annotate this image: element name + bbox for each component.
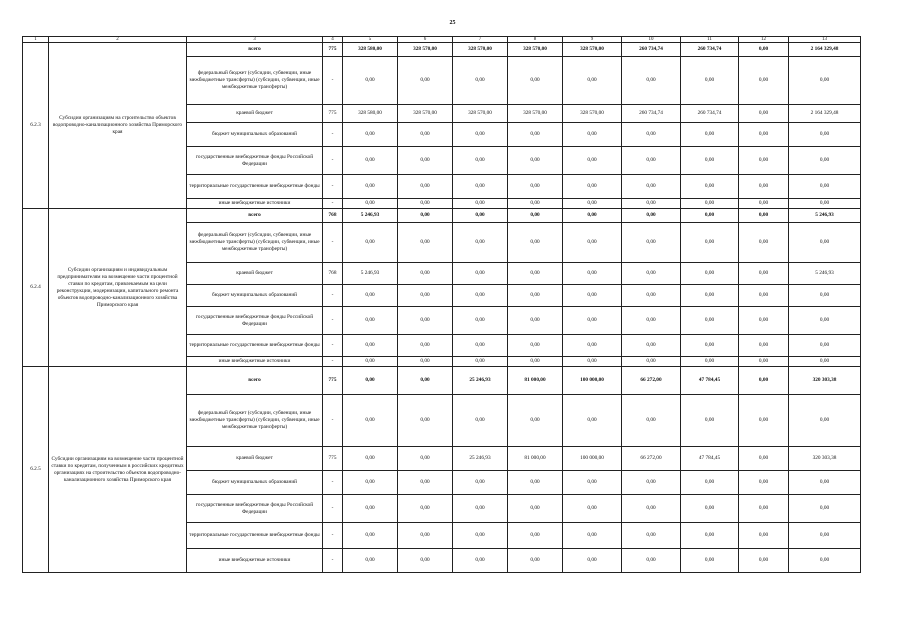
year-value: 81 000,00 bbox=[508, 447, 563, 471]
year-value: 0,00 bbox=[739, 447, 789, 471]
grbs-code: - bbox=[323, 285, 343, 307]
year-value: 0,00 bbox=[563, 549, 622, 573]
grbs-code: - bbox=[323, 471, 343, 495]
grbs-code: 775 bbox=[323, 447, 343, 471]
funding-table bbox=[22, 36, 861, 573]
funding-source: всего bbox=[187, 43, 323, 57]
year-value: 0,00 bbox=[453, 263, 508, 285]
year-value: 0,00 bbox=[453, 199, 508, 209]
year-value: 0,00 bbox=[681, 395, 739, 447]
year-value: 0,00 bbox=[508, 395, 563, 447]
year-value: 0,00 bbox=[453, 57, 508, 105]
year-value: 0,00 bbox=[681, 175, 739, 199]
funding-source: федеральный бюджет (субсидии, субвенции, иные межбюджетные трансферты) (субсидии, субвенции, иные межбюджетные трансферты) bbox=[187, 57, 323, 105]
year-value: 0,00 bbox=[508, 223, 563, 263]
funding-source: иные внебюджетные источники bbox=[187, 549, 323, 573]
year-value: 0,00 bbox=[681, 223, 739, 263]
year-value: 0,00 bbox=[563, 223, 622, 263]
year-value: 5 246,93 bbox=[343, 209, 398, 223]
year-value: 0,00 bbox=[739, 307, 789, 335]
total-value: 320 303,38 bbox=[789, 367, 861, 395]
year-value: 0,00 bbox=[508, 523, 563, 549]
total-value: 0,00 bbox=[789, 523, 861, 549]
year-value: 0,00 bbox=[453, 495, 508, 523]
year-value: 0,00 bbox=[563, 199, 622, 209]
year-value: 0,00 bbox=[453, 307, 508, 335]
funding-source: бюджет муниципальных образований bbox=[187, 471, 323, 495]
column-number: 5 bbox=[343, 37, 398, 43]
year-value: 47 784,45 bbox=[681, 447, 739, 471]
total-value: 0,00 bbox=[789, 175, 861, 199]
total-value: 0,00 bbox=[789, 471, 861, 495]
year-value: 0,00 bbox=[398, 471, 453, 495]
year-value: 0,00 bbox=[622, 471, 681, 495]
year-value: 0,00 bbox=[453, 123, 508, 147]
year-value: 0,00 bbox=[343, 549, 398, 573]
year-value: 0,00 bbox=[508, 307, 563, 335]
year-value: 328 570,00 bbox=[398, 105, 453, 123]
year-value: 0,00 bbox=[343, 523, 398, 549]
funding-source: всего bbox=[187, 367, 323, 395]
year-value: 0,00 bbox=[622, 523, 681, 549]
year-value: 0,00 bbox=[343, 57, 398, 105]
year-value: 0,00 bbox=[398, 57, 453, 105]
total-value: 0,00 bbox=[789, 357, 861, 367]
year-value: 328 570,00 bbox=[563, 105, 622, 123]
grbs-code: - bbox=[323, 307, 343, 335]
funding-source: краевой бюджет bbox=[187, 447, 323, 471]
grbs-code: - bbox=[323, 175, 343, 199]
total-value: 0,00 bbox=[789, 549, 861, 573]
year-value: 0,00 bbox=[343, 307, 398, 335]
total-value: 0,00 bbox=[789, 223, 861, 263]
column-number: 13 bbox=[789, 37, 861, 43]
year-value: 0,00 bbox=[739, 57, 789, 105]
funding-source: иные внебюджетные источники bbox=[187, 357, 323, 367]
total-value: 0,00 bbox=[789, 335, 861, 357]
grbs-code: - bbox=[323, 357, 343, 367]
year-value: 0,00 bbox=[453, 285, 508, 307]
year-value: 0,00 bbox=[453, 335, 508, 357]
year-value: 0,00 bbox=[622, 307, 681, 335]
year-value: 0,00 bbox=[739, 335, 789, 357]
year-value: 0,00 bbox=[739, 395, 789, 447]
column-number: 10 bbox=[622, 37, 681, 43]
year-value: 0,00 bbox=[508, 147, 563, 175]
year-value: 0,00 bbox=[739, 471, 789, 495]
year-value: 0,00 bbox=[398, 263, 453, 285]
year-value: 0,00 bbox=[563, 471, 622, 495]
grbs-code: - bbox=[323, 549, 343, 573]
year-value: 0,00 bbox=[681, 523, 739, 549]
table-row bbox=[23, 367, 861, 395]
year-value: 328 570,00 bbox=[508, 105, 563, 123]
column-number: 6 bbox=[398, 37, 453, 43]
year-value: 0,00 bbox=[739, 263, 789, 285]
year-value: 0,00 bbox=[398, 307, 453, 335]
year-value: 0,00 bbox=[343, 367, 398, 395]
year-value: 0,00 bbox=[398, 495, 453, 523]
year-value: 0,00 bbox=[508, 357, 563, 367]
grbs-code: 775 bbox=[323, 367, 343, 395]
year-value: 0,00 bbox=[453, 395, 508, 447]
year-value: 0,00 bbox=[681, 263, 739, 285]
funding-source: всего bbox=[187, 209, 323, 223]
year-value: 0,00 bbox=[343, 147, 398, 175]
column-number: 2 bbox=[49, 37, 187, 43]
year-value: 0,00 bbox=[398, 335, 453, 357]
year-value: 328 570,00 bbox=[563, 43, 622, 57]
year-value: 0,00 bbox=[563, 335, 622, 357]
year-value: 0,00 bbox=[681, 495, 739, 523]
year-value: 328 570,00 bbox=[453, 105, 508, 123]
year-value: 0,00 bbox=[453, 175, 508, 199]
year-value: 0,00 bbox=[622, 175, 681, 199]
column-number: 4 bbox=[323, 37, 343, 43]
year-value: 0,00 bbox=[343, 495, 398, 523]
total-value: 0,00 bbox=[789, 495, 861, 523]
year-value: 0,00 bbox=[508, 335, 563, 357]
funding-source: федеральный бюджет (субсидии, субвенции, иные межбюджетные трансферты) (субсидии, субвенции, иные межбюджетные трансферты) bbox=[187, 223, 323, 263]
year-value: 260 734,74 bbox=[681, 43, 739, 57]
year-value: 0,00 bbox=[739, 175, 789, 199]
measure-code: 6.2.3 bbox=[23, 43, 49, 209]
table-row bbox=[23, 43, 861, 57]
funding-source: краевой бюджет bbox=[187, 105, 323, 123]
total-value: 0,00 bbox=[789, 199, 861, 209]
year-value: 0,00 bbox=[343, 471, 398, 495]
year-value: 0,00 bbox=[508, 471, 563, 495]
column-number: 3 bbox=[187, 37, 323, 43]
year-value: 0,00 bbox=[508, 199, 563, 209]
year-value: 0,00 bbox=[508, 263, 563, 285]
year-value: 0,00 bbox=[739, 43, 789, 57]
year-value: 0,00 bbox=[343, 223, 398, 263]
year-value: 260 734,74 bbox=[622, 105, 681, 123]
grbs-code: 775 bbox=[323, 43, 343, 57]
funding-source: бюджет муниципальных образований bbox=[187, 285, 323, 307]
year-value: 0,00 bbox=[398, 549, 453, 573]
year-value: 0,00 bbox=[398, 147, 453, 175]
funding-source: иные внебюджетные источники bbox=[187, 199, 323, 209]
year-value: 328 570,00 bbox=[453, 43, 508, 57]
year-value: 0,00 bbox=[508, 123, 563, 147]
total-value: 2 164 329,48 bbox=[789, 43, 861, 57]
total-value: 320 303,38 bbox=[789, 447, 861, 471]
year-value: 0,00 bbox=[622, 357, 681, 367]
total-value: 0,00 bbox=[789, 395, 861, 447]
total-value: 0,00 bbox=[789, 307, 861, 335]
year-value: 0,00 bbox=[681, 209, 739, 223]
year-value: 0,00 bbox=[739, 523, 789, 549]
year-value: 0,00 bbox=[681, 357, 739, 367]
grbs-code: - bbox=[323, 147, 343, 175]
year-value: 0,00 bbox=[739, 223, 789, 263]
year-value: 0,00 bbox=[453, 147, 508, 175]
year-value: 0,00 bbox=[398, 523, 453, 549]
year-value: 100 000,00 bbox=[563, 367, 622, 395]
year-value: 0,00 bbox=[681, 307, 739, 335]
year-value: 0,00 bbox=[622, 285, 681, 307]
year-value: 66 272,00 bbox=[622, 447, 681, 471]
year-value: 0,00 bbox=[681, 335, 739, 357]
year-value: 0,00 bbox=[343, 335, 398, 357]
year-value: 0,00 bbox=[622, 549, 681, 573]
year-value: 0,00 bbox=[563, 395, 622, 447]
table-body bbox=[23, 37, 861, 573]
year-value: 0,00 bbox=[739, 105, 789, 123]
year-value: 0,00 bbox=[622, 209, 681, 223]
year-value: 0,00 bbox=[343, 175, 398, 199]
year-value: 0,00 bbox=[398, 199, 453, 209]
year-value: 0,00 bbox=[681, 199, 739, 209]
year-value: 0,00 bbox=[398, 123, 453, 147]
year-value: 0,00 bbox=[739, 147, 789, 175]
total-value: 5 246,93 bbox=[789, 263, 861, 285]
year-value: 260 734,74 bbox=[681, 105, 739, 123]
measure-code: 6.2.4 bbox=[23, 209, 49, 367]
total-value: 0,00 bbox=[789, 285, 861, 307]
grbs-code: 775 bbox=[323, 105, 343, 123]
year-value: 0,00 bbox=[343, 395, 398, 447]
year-value: 0,00 bbox=[622, 335, 681, 357]
year-value: 0,00 bbox=[398, 357, 453, 367]
year-value: 0,00 bbox=[398, 285, 453, 307]
measure-code: 6.2.5 bbox=[23, 367, 49, 573]
measure-name: Субсидии организациям на строительство объектов водопроводно-канализационного хозяйства Приморского края bbox=[49, 43, 187, 209]
grbs-code: - bbox=[323, 495, 343, 523]
funding-source: бюджет муниципальных образований bbox=[187, 123, 323, 147]
year-value: 0,00 bbox=[622, 223, 681, 263]
year-value: 0,00 bbox=[563, 123, 622, 147]
year-value: 0,00 bbox=[563, 523, 622, 549]
funding-source: государственные внебюджетные фонды Российской Федерации bbox=[187, 307, 323, 335]
year-value: 0,00 bbox=[739, 367, 789, 395]
year-value: 0,00 bbox=[681, 147, 739, 175]
year-value: 0,00 bbox=[739, 495, 789, 523]
year-value: 0,00 bbox=[622, 263, 681, 285]
year-value: 0,00 bbox=[563, 147, 622, 175]
year-value: 328 570,00 bbox=[398, 43, 453, 57]
year-value: 328 580,00 bbox=[343, 43, 398, 57]
year-value: 0,00 bbox=[453, 223, 508, 263]
grbs-code: - bbox=[323, 57, 343, 105]
year-value: 0,00 bbox=[622, 395, 681, 447]
year-value: 0,00 bbox=[343, 123, 398, 147]
year-value: 0,00 bbox=[508, 495, 563, 523]
year-value: 0,00 bbox=[681, 57, 739, 105]
year-value: 328 570,00 bbox=[508, 43, 563, 57]
column-number: 1 bbox=[23, 37, 49, 43]
year-value: 47 784,45 bbox=[681, 367, 739, 395]
year-value: 0,00 bbox=[563, 285, 622, 307]
grbs-code: - bbox=[323, 223, 343, 263]
grbs-code: - bbox=[323, 335, 343, 357]
year-value: 0,00 bbox=[622, 147, 681, 175]
funding-source: территориальные государственные внебюджетные фонды bbox=[187, 175, 323, 199]
funding-source: территориальные государственные внебюджетные фонды bbox=[187, 335, 323, 357]
year-value: 0,00 bbox=[508, 549, 563, 573]
year-value: 66 272,00 bbox=[622, 367, 681, 395]
column-number: 7 bbox=[453, 37, 508, 43]
year-value: 81 000,00 bbox=[508, 367, 563, 395]
year-value: 0,00 bbox=[453, 209, 508, 223]
year-value: 0,00 bbox=[681, 285, 739, 307]
year-value: 0,00 bbox=[622, 495, 681, 523]
year-value: 0,00 bbox=[398, 367, 453, 395]
year-value: 5 246,93 bbox=[343, 263, 398, 285]
year-value: 0,00 bbox=[453, 357, 508, 367]
total-value: 0,00 bbox=[789, 147, 861, 175]
measure-name: Субсидии организациям и индивидуальным предпринимателям на возмещение части процентной ставки по кредитам, привлекаемым на цели реконструкции, модернизации, капитального ремонта объектов водопроводно-канализационного хозяйства Приморского края bbox=[49, 209, 187, 367]
year-value: 0,00 bbox=[508, 285, 563, 307]
total-value: 5 246,93 bbox=[789, 209, 861, 223]
measure-name: Субсидии организациям на возмещение части процентной ставки по кредитам, полученным в российских кредитных организациях на строительство объектов водопроводно-канализационного хозяйства Приморского края bbox=[49, 367, 187, 573]
year-value: 0,00 bbox=[563, 307, 622, 335]
page-number: 25 bbox=[449, 20, 456, 26]
year-value: 0,00 bbox=[563, 57, 622, 105]
column-number: 9 bbox=[563, 37, 622, 43]
funding-source: территориальные государственные внебюджетные фонды bbox=[187, 523, 323, 549]
total-value: 0,00 bbox=[789, 57, 861, 105]
year-value: 0,00 bbox=[563, 263, 622, 285]
year-value: 0,00 bbox=[563, 357, 622, 367]
grbs-code: - bbox=[323, 523, 343, 549]
year-value: 0,00 bbox=[343, 199, 398, 209]
year-value: 0,00 bbox=[398, 175, 453, 199]
year-value: 0,00 bbox=[508, 175, 563, 199]
column-number: 11 bbox=[681, 37, 739, 43]
year-value: 0,00 bbox=[739, 285, 789, 307]
funding-source: государственные внебюджетные фонды Российской Федерации bbox=[187, 147, 323, 175]
year-value: 0,00 bbox=[739, 209, 789, 223]
year-value: 0,00 bbox=[343, 447, 398, 471]
year-value: 0,00 bbox=[453, 549, 508, 573]
year-value: 0,00 bbox=[398, 209, 453, 223]
year-value: 0,00 bbox=[343, 285, 398, 307]
funding-source: государственные внебюджетные фонды Российской Федерации bbox=[187, 495, 323, 523]
year-value: 0,00 bbox=[739, 199, 789, 209]
year-value: 0,00 bbox=[739, 549, 789, 573]
year-value: 0,00 bbox=[343, 357, 398, 367]
year-value: 0,00 bbox=[739, 123, 789, 147]
year-value: 260 734,74 bbox=[622, 43, 681, 57]
year-value: 0,00 bbox=[508, 209, 563, 223]
year-value: 0,00 bbox=[563, 495, 622, 523]
year-value: 0,00 bbox=[453, 471, 508, 495]
year-value: 25 246,93 bbox=[453, 447, 508, 471]
total-value: 0,00 bbox=[789, 123, 861, 147]
year-value: 0,00 bbox=[508, 57, 563, 105]
column-number: 8 bbox=[508, 37, 563, 43]
year-value: 0,00 bbox=[563, 209, 622, 223]
year-value: 0,00 bbox=[681, 549, 739, 573]
grbs-code: 768 bbox=[323, 209, 343, 223]
year-value: 0,00 bbox=[453, 523, 508, 549]
year-value: 0,00 bbox=[681, 471, 739, 495]
grbs-code: 768 bbox=[323, 263, 343, 285]
table-row bbox=[23, 209, 861, 223]
year-value: 0,00 bbox=[398, 395, 453, 447]
year-value: 0,00 bbox=[622, 123, 681, 147]
year-value: 0,00 bbox=[398, 447, 453, 471]
grbs-code: - bbox=[323, 123, 343, 147]
year-value: 328 580,00 bbox=[343, 105, 398, 123]
total-value: 2 164 329,48 bbox=[789, 105, 861, 123]
year-value: 100 000,00 bbox=[563, 447, 622, 471]
grbs-code: - bbox=[323, 199, 343, 209]
year-value: 0,00 bbox=[563, 175, 622, 199]
funding-source: федеральный бюджет (субсидии, субвенции, иные межбюджетные трансферты) (субсидии, субвенции, иные межбюджетные трансферты) bbox=[187, 395, 323, 447]
funding-source: краевой бюджет bbox=[187, 263, 323, 285]
year-value: 0,00 bbox=[622, 199, 681, 209]
column-number: 12 bbox=[739, 37, 789, 43]
year-value: 25 246,93 bbox=[453, 367, 508, 395]
year-value: 0,00 bbox=[622, 57, 681, 105]
year-value: 0,00 bbox=[398, 223, 453, 263]
year-value: 0,00 bbox=[739, 357, 789, 367]
grbs-code: - bbox=[323, 395, 343, 447]
year-value: 0,00 bbox=[681, 123, 739, 147]
